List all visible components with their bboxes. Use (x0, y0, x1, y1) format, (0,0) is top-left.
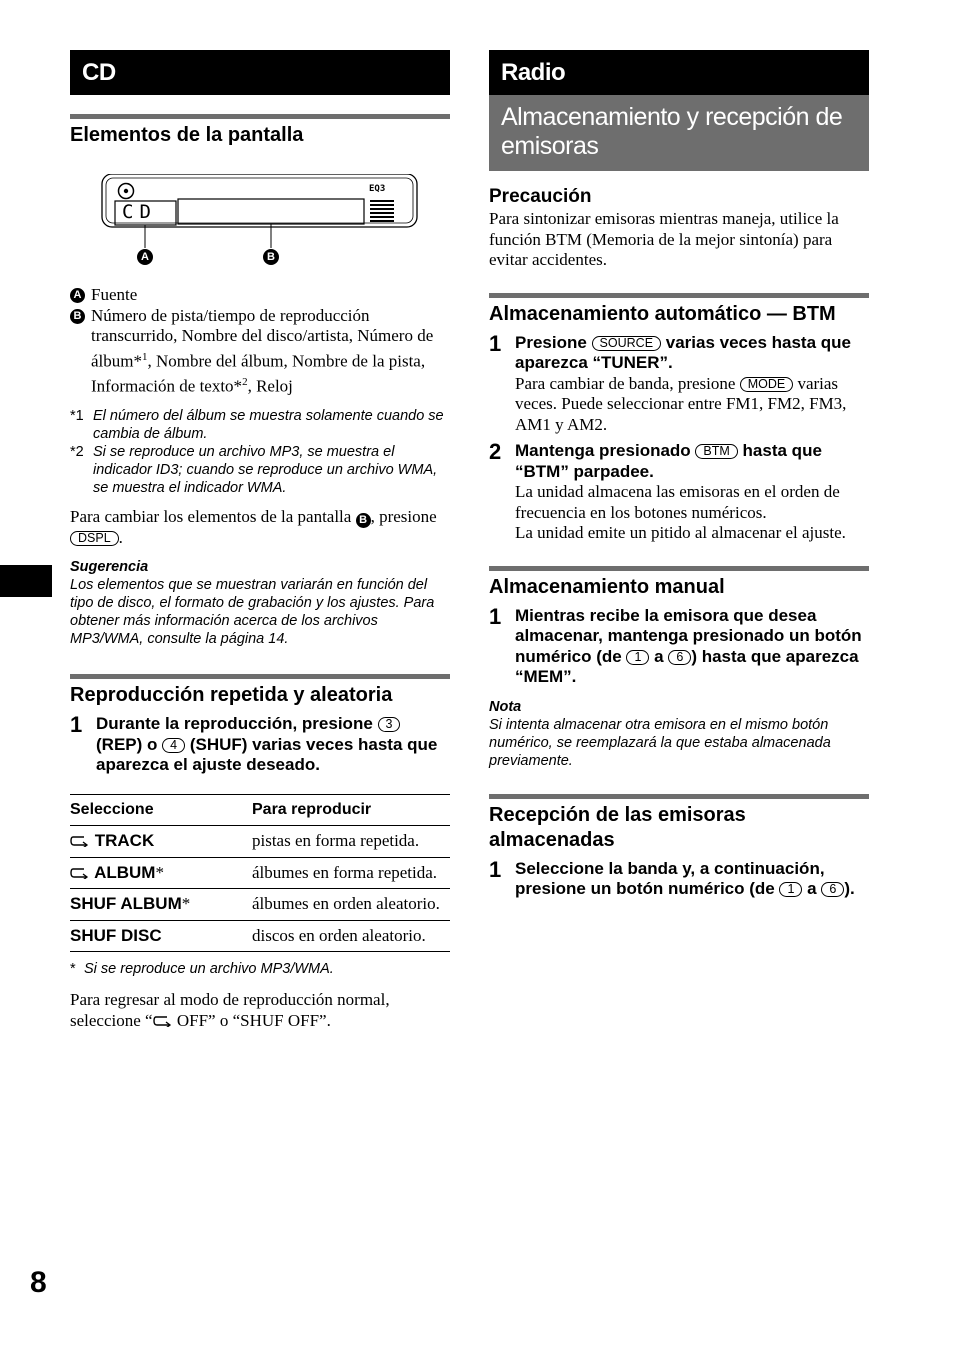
key-6: 6 (821, 882, 844, 897)
table-header-row: Seleccione Para reproducir (70, 794, 450, 826)
legend-badge-a: A (70, 288, 85, 303)
note-title: Nota (489, 698, 522, 715)
btm-key: BTM (695, 444, 737, 459)
auto-step-2: 2 Mantenga presionado BTM hasta que “BTM” parpadee. La unidad almacena las emisoras en el orden de frecuencia en los botones numéricos. La unidad emite un pitido al almacenar el ajuste. (489, 439, 846, 542)
cd-header: CD (70, 50, 450, 95)
receive-step-1: 1 Seleccione la banda y, a continuación, presione un botón numérico (de 1 a 6 ). (489, 856, 855, 898)
legend-item-b (70, 306, 450, 397)
display-eq-label: EQ3 (369, 184, 386, 194)
legend-item-a (70, 285, 450, 306)
tip-box (70, 558, 450, 648)
precaution-title: Precaución (489, 186, 592, 207)
inline-badge-b: B (356, 513, 371, 528)
mode-key: MODE (740, 377, 794, 392)
radio-header: Radio (489, 50, 869, 95)
table-row: ALBUM* álbumes en forma repetida. (70, 857, 450, 889)
manual-step-1: 1 Mientras recibe la emisora que desea almacenar, mantenga presionado un botón numérico (de 1 a 6 ) hasta que aparezca “MEM”. (489, 603, 862, 686)
key-4: 4 (162, 738, 185, 753)
footnote-2: *2 Si se reproduce un archivo MP3, se muestra el indicador ID3; cuando se reproduce un archivo WMA, se muestra el indicador WMA. (70, 443, 438, 496)
auto-store-section (489, 293, 869, 327)
table-row: SHUF DISC discos en orden aleatorio. (70, 920, 450, 952)
page-number: 8 (30, 1266, 47, 1299)
change-display-instruction: Para cambiar los elementos de la pantalla B , presione DSPL . (70, 506, 437, 547)
repeat-icon (70, 867, 90, 879)
table-row: SHUF ALBUM* álbumes en orden aleatorio. (70, 889, 450, 921)
receive-section (489, 794, 869, 853)
legend-text-a: Fuente (91, 285, 138, 304)
manual-store-section (489, 566, 869, 600)
auto-step-1: 1 Presione SOURCE varias veces hasta que aparezca “TUNER”. Para cambiar de banda, presione MODE varias veces. Puede seleccionar entre FM1, FM2, FM3, AM1 y AM2. (489, 330, 851, 434)
chapter-tab (0, 565, 52, 597)
note-box (489, 698, 869, 770)
display-illustration (70, 174, 450, 269)
table-footnote: * Si se reproduce un archivo MP3/WMA. (70, 961, 334, 978)
display-cd-text: CD (122, 201, 157, 223)
note-text: Si intenta almacenar otra emisora en el mismo botón numérico, se reemplazará la que estaba almacenada previamente. (489, 716, 831, 769)
repeat-icon (153, 1015, 173, 1027)
table-row: TRACK pistas en forma repetida. (70, 826, 450, 858)
callout-b: B (267, 251, 275, 263)
key-3: 3 (378, 717, 401, 732)
display-section (70, 114, 450, 148)
repeat-step-1: 1 Durante la reproducción, presione 3 (REP) o 4 (SHUF) varias veces hasta que aparezca el ajuste deseado. (70, 712, 438, 775)
radio-subheader: Almacenamiento y recepción de emisoras (489, 95, 869, 171)
normal-play-instruction: Para regresar al modo de reproducción normal, seleccione “ OFF” o “SHUF OFF”. (70, 990, 390, 1030)
auto-store-title: Almacenamiento automático — BTM (489, 302, 836, 325)
dspl-key: DSPL (70, 531, 119, 546)
receive-title: Recepción de las emisoras almacenadas (489, 803, 746, 851)
tip-text: Los elementos que se muestran variarán en función del tipo de disco, el formato de grabación y los ajustes. Para obtener más información acerca de los archivos MP3/WMA, consulte la página 14. (70, 577, 435, 648)
precaution-text: Para sintonizar emisoras mientras maneja, utilice la función BTM (Memoria de la mejor sintonía) para evitar accidentes. (489, 209, 839, 269)
callout-a: A (141, 251, 149, 263)
left-column (70, 50, 450, 1031)
right-column (489, 50, 869, 900)
display-legend (70, 285, 450, 397)
legend-text-b: Número de pista/tiempo de reproducción transcurrido, Nombre del disco/artista, Número de álbum*$^1$, Nombre del álbum, Nombre de la pista, Información de texto*$^2$, Reloj (91, 305, 434, 396)
tip-title: Sugerencia (70, 559, 149, 576)
play-mode-table (70, 794, 450, 953)
key-1: 1 (779, 882, 802, 897)
display-section-title: Elementos de la pantalla (70, 124, 304, 146)
repeat-icon (70, 835, 90, 847)
key-6: 6 (668, 650, 691, 665)
repeat-section-title: Reproducción repetida y aleatoria (70, 684, 393, 707)
legend-badge-b: B (70, 309, 85, 324)
manual-store-title: Almacenamiento manual (489, 575, 725, 598)
display-footnotes (70, 407, 450, 497)
repeat-section (70, 674, 450, 708)
footnote-1: *1 El número del álbum se muestra solamente cuando se cambia de álbum. (70, 407, 444, 442)
key-1: 1 (626, 650, 649, 665)
source-key: SOURCE (592, 336, 661, 351)
